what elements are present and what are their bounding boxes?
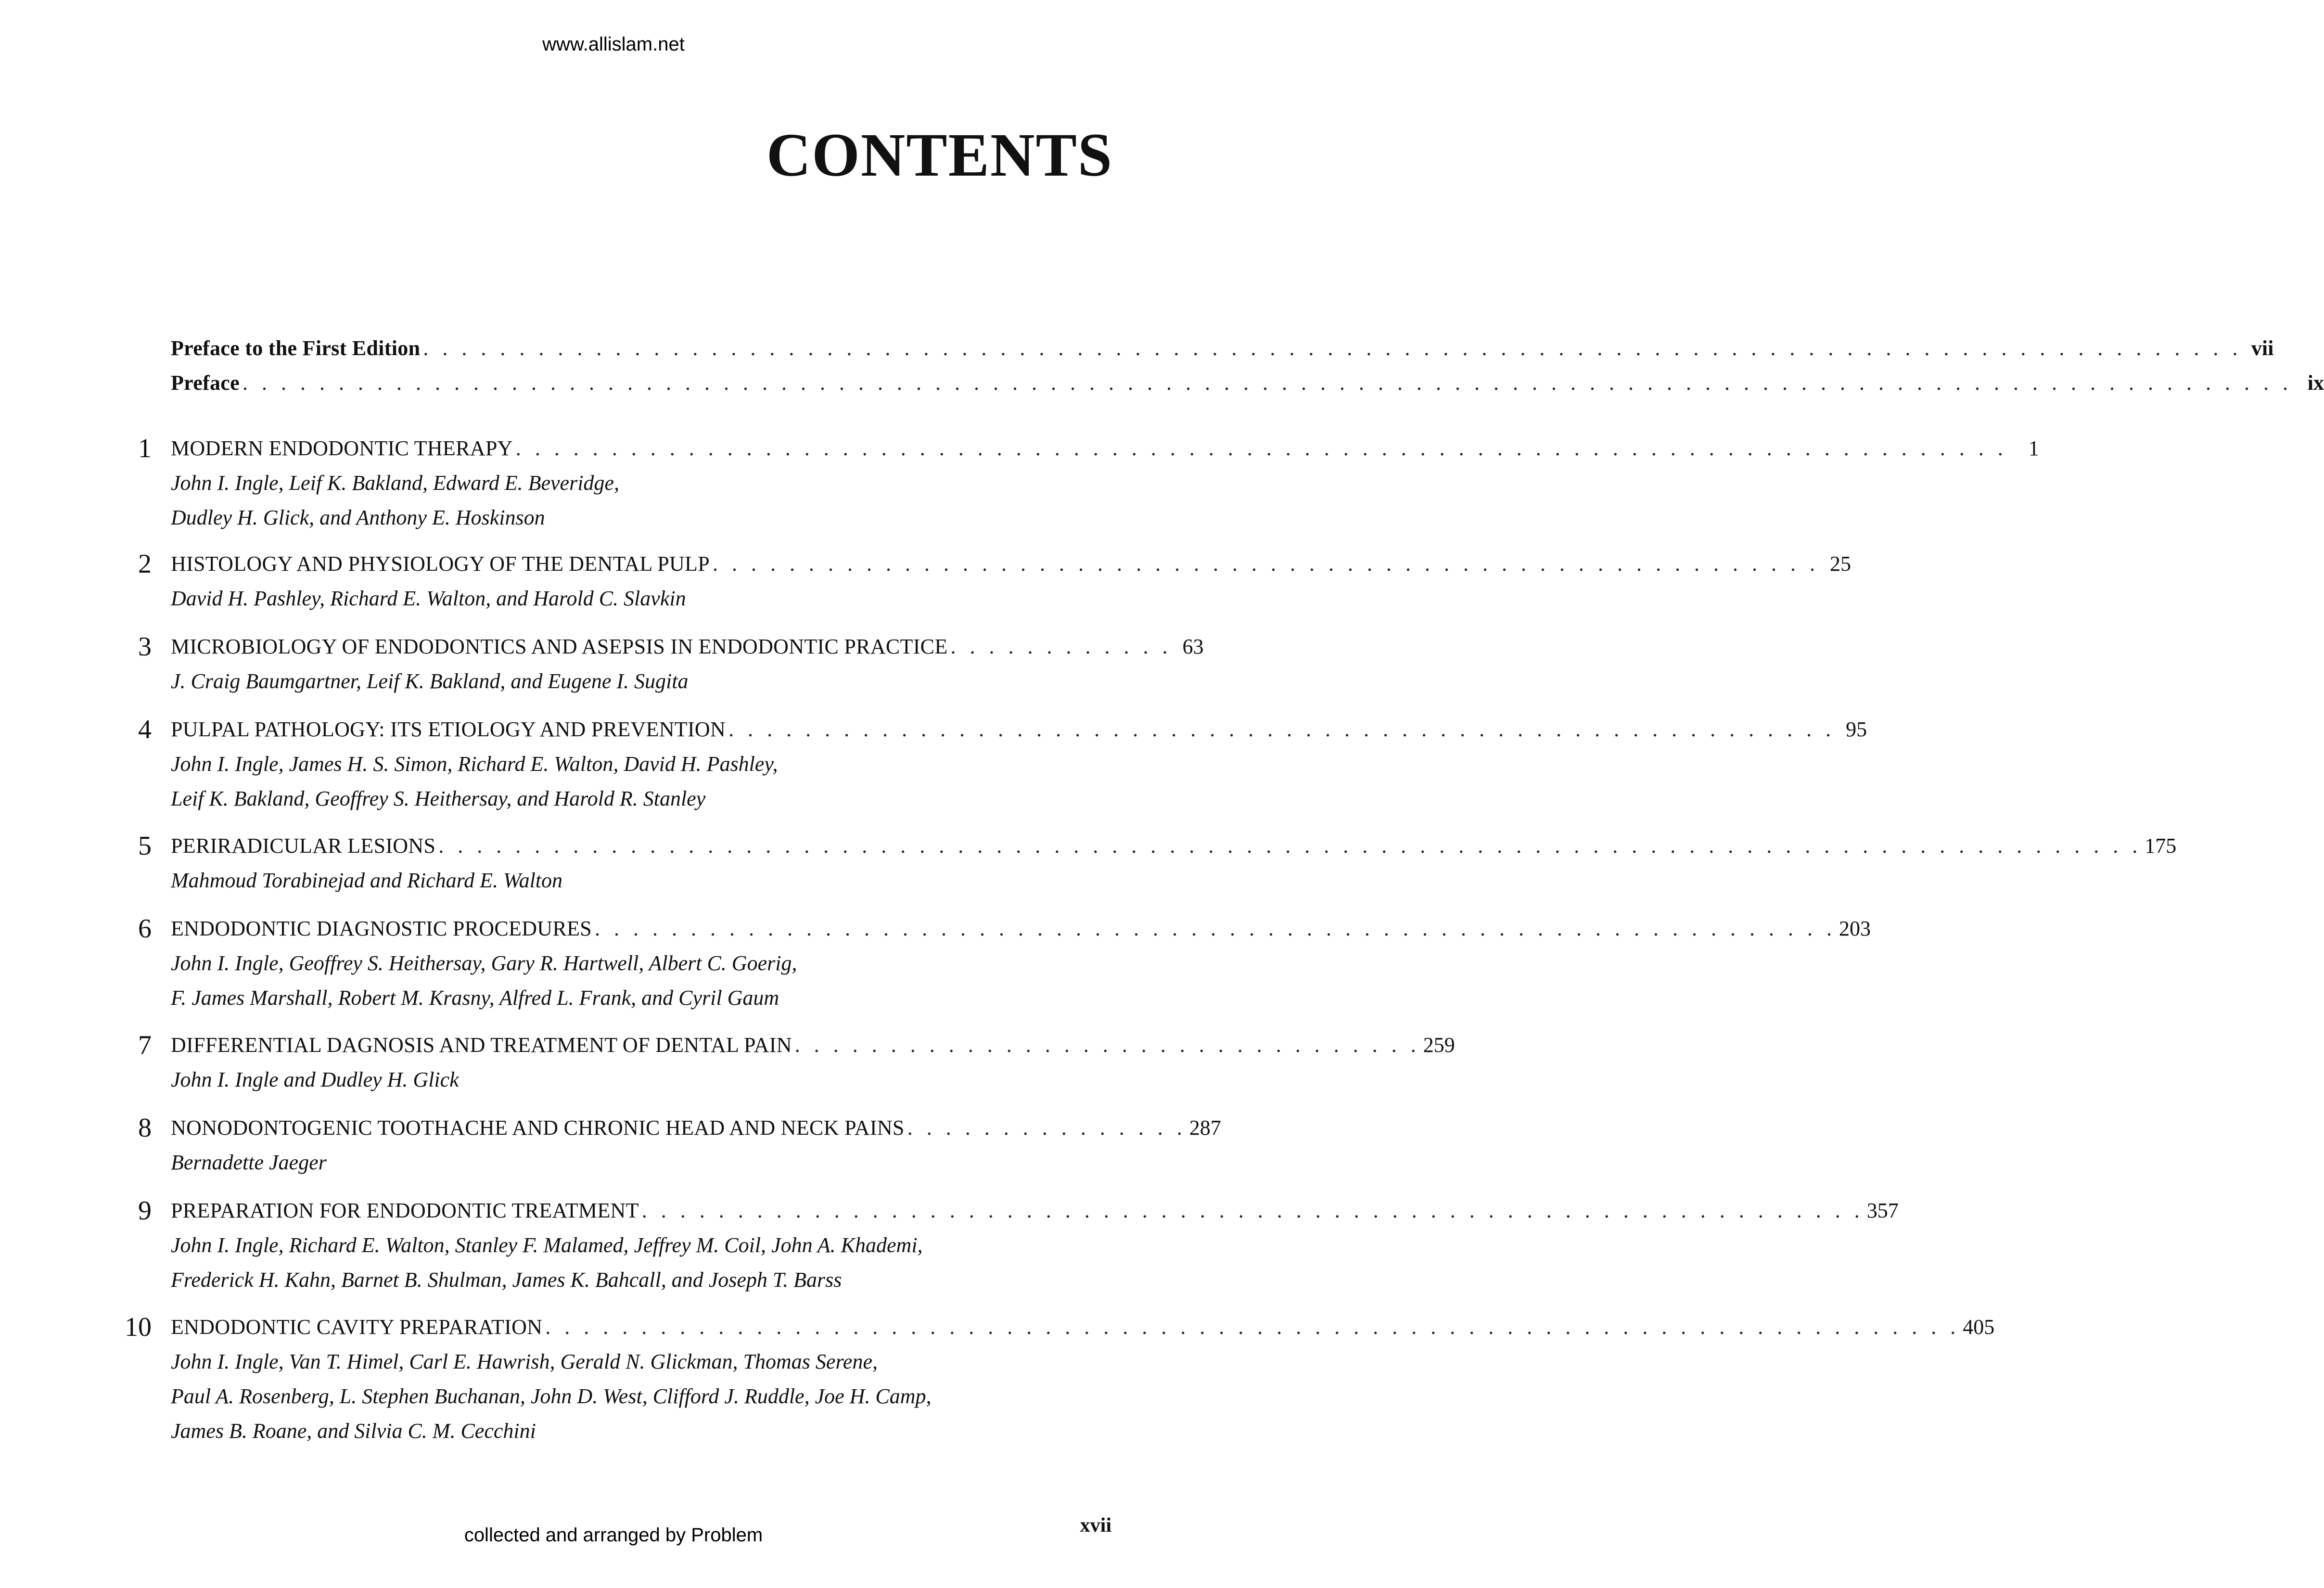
toc-entry-chapter-7[interactable] — [171, 1032, 1455, 1059]
author-line: Paul A. Rosenberg, L. Stephen Buchanan, John D. West, Clifford J. Ruddle, Joe H. Camp, — [171, 1384, 932, 1408]
dot-leader: . . . . . . . . . . . . . . . — [907, 1116, 1187, 1140]
chapter-number: 10 — [125, 1312, 152, 1342]
author-line: David H. Pashley, Richard E. Walton, and Harold C. Slavkin — [171, 587, 686, 610]
toc-entry-title: ENDODONTIC DIAGNOSTIC PROCEDURES — [171, 917, 592, 940]
toc-entry-title: Preface to the First Edition — [171, 336, 421, 360]
chapter-authors — [171, 1345, 1085, 1448]
chapter-number: 4 — [138, 715, 152, 744]
toc-entry-page: 175 — [2145, 834, 2177, 858]
chapter-number: 9 — [138, 1196, 152, 1226]
author-line: John I. Ingle, James H. S. Simon, Richard E. Walton, David H. Pashley, — [171, 752, 778, 776]
dot-leader: . . . . . . . . . . . . . . . . . . . . . . . . . . . . . . . . . . . . . . . . . . . . . . . . . . . . . . . . . . . . . . . . . . . . . . . . . . — [545, 1315, 1960, 1339]
toc-entry-page: 203 — [1839, 917, 1871, 940]
toc-entry-chapter-5[interactable] — [171, 832, 2177, 859]
toc-entry-page: 405 — [1963, 1315, 1995, 1339]
toc-entry-page: 95 — [1846, 717, 1867, 741]
footer-watermark: collected and arranged by Problem — [464, 1524, 763, 1546]
author-line: John I. Ingle and Dudley H. Glick — [171, 1068, 459, 1091]
toc-entry-page: 357 — [1866, 1199, 1899, 1222]
chapter-number: 5 — [138, 831, 152, 861]
toc-entry-page: 259 — [1423, 1033, 1455, 1057]
dot-leader: . . . . . . . . . . . . . . . . . . . . . . . . . . . . . . . . . . . . . . . . . . . . . . . . . . . . . . . . . . . . . . . . . . . . . . . . . . . . . . . . . . . . . . . . . . . . . . . — [423, 336, 2242, 360]
author-line: John I. Ingle, Richard E. Walton, Stanley F. Malamed, Jeffrey M. Coil, John A. Khademi, — [171, 1233, 923, 1257]
toc-entry-chapter-2[interactable] — [171, 551, 1851, 577]
dot-leader: . . . . . . . . . . . . . . . . . . . . . . . . . . . . . . . . . . . . . . . . . . . . . . . . . . . . . . . . . . . . . . . . . — [594, 917, 1836, 940]
chapter-authors — [171, 1228, 1085, 1297]
author-line: John I. Ingle, Geoffrey S. Heithersay, Gary R. Hartwell, Albert C. Goerig, — [171, 951, 797, 975]
toc-entry-chapter-1[interactable] — [171, 435, 2039, 462]
toc-entry-title: ENDODONTIC CAVITY PREPARATION — [171, 1315, 543, 1339]
header-watermark: www.allislam.net — [542, 34, 685, 55]
toc-entry-chapter-4[interactable] — [171, 716, 1867, 743]
dot-leader: . . . . . . . . . . . . . . . . . . . . . . . . . . . . . . . . . . . . . . . . . . . . . . . . . . . . . . . . . . — [713, 552, 1819, 576]
toc-entry-page: 287 — [1189, 1116, 1221, 1140]
author-line: J. Craig Baumgartner, Leif K. Bakland, and Eugene I. Sugita — [171, 669, 689, 693]
dot-leader: . . . . . . . . . . . . . . . . . . . . . . . . . . . . . . . . . . . . . . . . . . . . . . . . . . . . . . . . . . . . . . . . — [641, 1199, 1864, 1222]
toc-entry-title: NONODONTOGENIC TOOTHACHE AND CHRONIC HEAD AND NECK PAINS — [171, 1116, 905, 1140]
chapter-number: 1 — [138, 434, 152, 463]
chapter-authors — [171, 581, 1085, 616]
toc-entry-page: 25 — [1830, 552, 1851, 576]
toc-entry-title: PREPARATION FOR ENDODONTIC TREATMENT — [171, 1199, 639, 1222]
toc-entry-title: MICROBIOLOGY OF ENDODONTICS AND ASEPSIS IN ENDODONTIC PRACTICE — [171, 635, 948, 658]
dot-leader: . . . . . . . . . . . . . . . . . . . . . . . . . . . . . . . . . . . . . . . . . . . . . . . . . . . . . . . . . . — [728, 717, 1836, 741]
author-line: Leif K. Bakland, Geoffrey S. Heithersay, and Harold R. Stanley — [171, 787, 706, 810]
toc-entry-title: Preface — [171, 371, 240, 395]
chapter-number: 6 — [138, 914, 152, 944]
chapter-authors — [171, 1063, 1085, 1097]
toc-entry-chapter-8[interactable] — [171, 1114, 1221, 1141]
toc-entry-page: 1 — [2028, 436, 2039, 460]
page-number: xvii — [1080, 1514, 1111, 1537]
toc-entry-preface[interactable] — [171, 370, 2324, 397]
author-line: James B. Roane, and Silvia C. M. Cecchini — [171, 1419, 536, 1443]
toc-entry-title: PULPAL PATHOLOGY: ITS ETIOLOGY AND PREVENTION — [171, 717, 726, 741]
chapter-authors — [171, 466, 1085, 535]
page-title: CONTENTS — [766, 121, 1113, 189]
toc-entry-chapter-9[interactable] — [171, 1197, 1899, 1224]
dot-leader: . . . . . . . . . . . . . . . . . . . . . . . . . . . . . . . . . . . . . . . . . . . . . . . . . . . . . . . . . . . . . . . . . . . . . . . . . . . . . . — [515, 436, 2007, 460]
author-line: Frederick H. Kahn, Barnet B. Shulman, James K. Bahcall, and Joseph T. Barss — [171, 1268, 842, 1292]
author-line: John I. Ingle, Leif K. Bakland, Edward E. Beveridge, — [171, 471, 619, 495]
toc-entry-page: 63 — [1182, 635, 1204, 658]
toc-entry-page: ix — [2307, 371, 2324, 395]
toc-entry-title: HISTOLOGY AND PHYSIOLOGY OF THE DENTAL PULP — [171, 552, 710, 576]
chapter-number: 2 — [138, 549, 152, 579]
dot-leader: . . . . . . . . . . . . . . . . . . . . . . . . . . . . . . . . . — [794, 1033, 1420, 1057]
author-line: Bernadette Jaeger — [171, 1151, 327, 1174]
toc-entry-title: MODERN ENDODONTIC THERAPY — [171, 436, 513, 460]
chapter-authors — [171, 863, 1085, 898]
chapter-authors — [171, 1145, 1085, 1180]
toc-entry-title: PERIRADICULAR LESIONS — [171, 834, 436, 858]
dot-leader: . . . . . . . . . . . . . . . . . . . . . . . . . . . . . . . . . . . . . . . . . . . . . . . . . . . . . . . . . . . . . . . . . . . . . . . . . . . . . . . . . . . . . . . . . . . . . . . . . . . . . . . . . . . — [242, 371, 2292, 395]
author-line: Dudley H. Glick, and Anthony E. Hoskinson — [171, 506, 545, 529]
author-line: John I. Ingle, Van T. Himel, Carl E. Hawrish, Gerald N. Glickman, Thomas Serene, — [171, 1350, 878, 1373]
author-line: F. James Marshall, Robert M. Krasny, Alfred L. Frank, and Cyril Gaum — [171, 986, 779, 1010]
chapter-number: 3 — [138, 632, 152, 662]
toc-entry-page: vii — [2251, 336, 2274, 360]
toc-entry-chapter-10[interactable] — [171, 1314, 1995, 1341]
dot-leader: . . . . . . . . . . . . — [950, 635, 1172, 658]
chapter-authors — [171, 664, 1085, 699]
toc-entry-title: DIFFERENTIAL DAGNOSIS AND TREATMENT OF DENTAL PAIN — [171, 1033, 792, 1057]
chapter-authors — [171, 747, 1085, 816]
author-line: Mahmoud Torabinejad and Richard E. Walton — [171, 869, 563, 892]
toc-entry-chapter-6[interactable] — [171, 915, 1871, 942]
dot-leader: . . . . . . . . . . . . . . . . . . . . . . . . . . . . . . . . . . . . . . . . . . . . . . . . . . . . . . . . . . . . . . . . . . . . . . . . . . . . . . . . . . . . . . . . . — [438, 834, 2142, 858]
chapter-number: 8 — [138, 1113, 152, 1143]
chapter-authors — [171, 946, 1085, 1015]
toc-entry-chapter-3[interactable] — [171, 633, 1204, 660]
chapter-number: 7 — [138, 1030, 152, 1060]
toc-entry-preface-first-edition[interactable] — [171, 335, 2274, 362]
